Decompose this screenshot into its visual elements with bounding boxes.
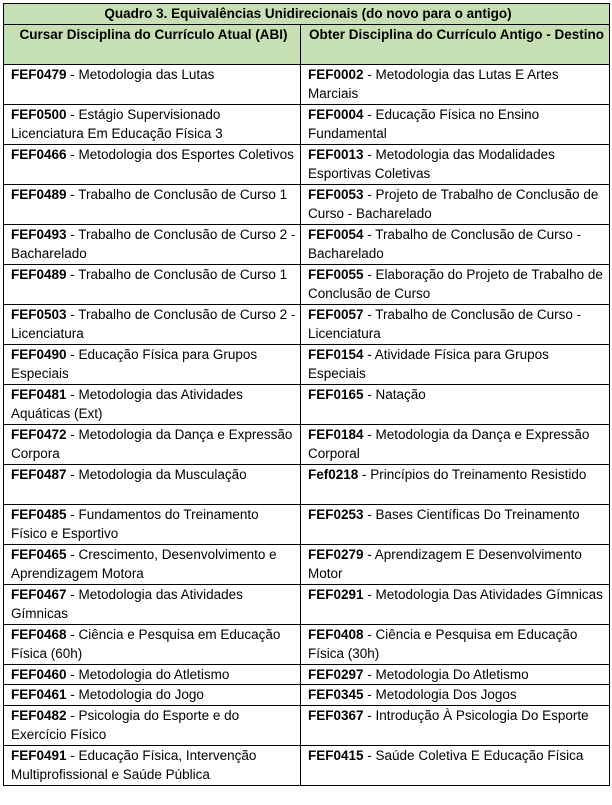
course-code: FEF0154 — [308, 346, 364, 362]
course-code: FEF0057 — [308, 306, 364, 322]
course-code: FEF0055 — [308, 266, 364, 282]
table-row — [4, 464, 610, 504]
current-course-cell — [4, 664, 301, 685]
course-code: Fef0218 — [308, 466, 359, 482]
course-name: - Bases Científicas Do Treinamento — [363, 506, 580, 522]
course-name: - Ciência e Pesquisa em Educação Física (30h) — [308, 626, 578, 661]
course-name: - Trabalho de Conclusão de Curso 1 — [66, 266, 288, 282]
course-name: - Aprendizagem E Desenvolvimento Motor — [308, 546, 582, 581]
table-row — [4, 104, 610, 144]
old-course-cell — [301, 584, 610, 624]
course-name: - Metodologia das Atividades Aquáticas (Ext) — [11, 386, 243, 421]
current-course-cell — [4, 504, 301, 544]
old-course-cell — [301, 344, 610, 384]
old-course-cell — [301, 184, 610, 224]
table-row — [4, 424, 610, 464]
course-code: FEF0408 — [308, 626, 364, 642]
course-name: - Metodologia da Dança e Expressão Corporal — [308, 426, 590, 461]
course-code: FEF0489 — [11, 186, 67, 202]
course-name: - Fundamentos do Treinamento Físico e Esportivo — [11, 506, 259, 541]
old-course-cell — [301, 64, 610, 104]
current-course-cell — [4, 705, 301, 745]
old-course-cell — [301, 624, 610, 664]
course-code: FEF0345 — [308, 687, 364, 702]
course-code: FEF0460 — [11, 666, 67, 682]
course-name: - Educação Física no Ensino Fundamental — [308, 106, 540, 141]
current-course-cell — [4, 144, 301, 184]
course-name: - Crescimento, Desenvolvimento e Aprendizagem Motora — [11, 546, 277, 581]
table-row — [4, 504, 610, 544]
course-code: FEF0503 — [11, 306, 67, 322]
old-course-cell — [301, 384, 610, 424]
old-course-cell — [301, 745, 610, 785]
old-course-cell — [301, 304, 610, 344]
course-name: - Ciência e Pesquisa em Educação Física (60h) — [11, 626, 281, 661]
course-name: - Metodologia dos Esportes Coletivos — [66, 146, 294, 162]
table-row — [4, 144, 610, 184]
current-course-cell — [4, 304, 301, 344]
table-row — [4, 624, 610, 664]
course-code: FEF0184 — [308, 426, 364, 442]
course-name: - Metodologia Dos Jogos — [363, 687, 517, 702]
current-course-cell — [4, 685, 301, 706]
course-code: FEF0472 — [11, 426, 67, 442]
course-name: - Natação — [363, 386, 426, 402]
course-code: FEF0500 — [11, 106, 67, 122]
course-name: - Elaboração do Projeto de Trabalho de Conclusão de Curso — [308, 266, 603, 301]
table-row — [4, 705, 610, 745]
course-name: - Metodologia das Lutas — [66, 66, 215, 82]
course-name: - Saúde Coletiva E Educação Física — [363, 747, 584, 763]
current-course-cell — [4, 64, 301, 104]
old-course-cell — [301, 685, 610, 706]
course-code: FEF0481 — [11, 386, 67, 402]
old-course-cell — [301, 144, 610, 184]
old-course-cell — [301, 104, 610, 144]
course-code: FEF0493 — [11, 226, 67, 242]
current-course-cell — [4, 344, 301, 384]
course-code: FEF0467 — [11, 586, 67, 602]
equivalence-table — [3, 3, 610, 786]
course-code: FEF0291 — [308, 586, 364, 602]
table-row — [4, 264, 610, 304]
course-code: FEF0482 — [11, 707, 67, 723]
course-name: - Metodologia do Jogo — [66, 687, 204, 702]
old-course-cell — [301, 544, 610, 584]
current-course-cell — [4, 544, 301, 584]
table-row — [4, 584, 610, 624]
course-code: FEF0415 — [308, 747, 364, 763]
course-code: FEF0468 — [11, 626, 67, 642]
old-course-cell — [301, 464, 610, 504]
course-code: FEF0485 — [11, 506, 67, 522]
old-course-cell — [301, 504, 610, 544]
current-course-cell — [4, 745, 301, 785]
table-row — [4, 64, 610, 104]
current-course-cell — [4, 184, 301, 224]
course-code: FEF0465 — [11, 546, 67, 562]
table-row — [4, 745, 610, 785]
course-code: FEF0253 — [308, 506, 364, 522]
course-name: - Metodologia da Musculação — [66, 466, 247, 482]
current-course-cell — [4, 624, 301, 664]
header-current-curriculum: Cursar Disciplina do Currículo Atual (ABI) — [4, 24, 301, 64]
current-course-cell — [4, 464, 301, 504]
equivalence-table-container — [3, 3, 609, 786]
old-course-cell — [301, 705, 610, 745]
course-name: - Trabalho de Conclusão de Curso - Licenciatura — [308, 306, 582, 341]
table-title: Quadro 3. Equivalências Unidirecionais (do novo para o antigo) — [4, 4, 610, 25]
course-name: - Metodologia da Dança e Expressão Corpora — [11, 426, 293, 461]
course-code: FEF0054 — [308, 226, 364, 242]
course-name: - Metodologia Das Atividades Gímnicas — [363, 586, 603, 602]
course-code: FEF0013 — [308, 146, 364, 162]
table-row — [4, 224, 610, 264]
course-name: - Metodologia das Lutas E Artes Marciais — [308, 66, 559, 101]
table-row — [4, 344, 610, 384]
course-name: - Metodologia das Modalidades Esportivas Coletivas — [308, 146, 555, 181]
old-course-cell — [301, 664, 610, 685]
current-course-cell — [4, 104, 301, 144]
course-name: - Metodologia das Atividades Gímnicas — [11, 586, 243, 621]
course-code: FEF0004 — [308, 106, 364, 122]
course-name: - Introdução À Psicologia Do Esporte — [363, 707, 589, 723]
course-code: FEF0490 — [11, 346, 67, 362]
course-name: - Metodologia do Atletismo — [66, 666, 230, 682]
course-code: FEF0053 — [308, 186, 364, 202]
course-name: - Estágio Supervisionado Licenciatura Em Educação Física 3 — [11, 106, 223, 141]
course-name: - Trabalho de Conclusão de Curso - Bacharelado — [308, 226, 582, 261]
course-name: - Educação Física para Grupos Especiais — [11, 346, 258, 381]
course-code: FEF0367 — [308, 707, 364, 723]
table-title-row — [4, 4, 610, 25]
course-code: FEF0489 — [11, 266, 67, 282]
table-row — [4, 544, 610, 584]
current-course-cell — [4, 584, 301, 624]
current-course-cell — [4, 264, 301, 304]
table-row — [4, 304, 610, 344]
course-name: - Psicologia do Esporte e do Exercício Físico — [11, 707, 240, 742]
course-name: - Trabalho de Conclusão de Curso 2 - Licenciatura — [11, 306, 296, 341]
old-course-cell — [301, 264, 610, 304]
course-name: - Trabalho de Conclusão de Curso 2 - Bacharelado — [11, 226, 296, 261]
course-code: FEF0491 — [11, 747, 67, 763]
table-row — [4, 685, 610, 706]
old-course-cell — [301, 224, 610, 264]
course-name: - Educação Física, Intervenção Multiprofissional e Saúde Pública — [11, 747, 257, 782]
course-code: FEF0466 — [11, 146, 67, 162]
course-name: - Trabalho de Conclusão de Curso 1 — [66, 186, 288, 202]
course-code: FEF0297 — [308, 666, 364, 682]
current-course-cell — [4, 424, 301, 464]
course-name: - Atividade Física para Grupos Especiais — [308, 346, 549, 381]
course-code: FEF0479 — [11, 66, 67, 82]
table-header-row — [4, 24, 610, 64]
course-code: FEF0487 — [11, 466, 67, 482]
course-name: - Projeto de Trabalho de Conclusão de Curso - Bacharelado — [308, 186, 599, 221]
old-course-cell — [301, 424, 610, 464]
course-code: FEF0165 — [308, 386, 364, 402]
course-code: FEF0279 — [308, 546, 364, 562]
course-code: FEF0002 — [308, 66, 364, 82]
current-course-cell — [4, 224, 301, 264]
header-old-curriculum: Obter Disciplina do Currículo Antigo - Destino — [301, 24, 610, 64]
table-row — [4, 184, 610, 224]
current-course-cell — [4, 384, 301, 424]
course-name: - Princípios do Treinamento Resistido — [358, 466, 587, 482]
course-name: - Metodologia Do Atletismo — [363, 666, 529, 682]
table-row — [4, 384, 610, 424]
table-row — [4, 664, 610, 685]
course-code: FEF0461 — [11, 687, 67, 702]
